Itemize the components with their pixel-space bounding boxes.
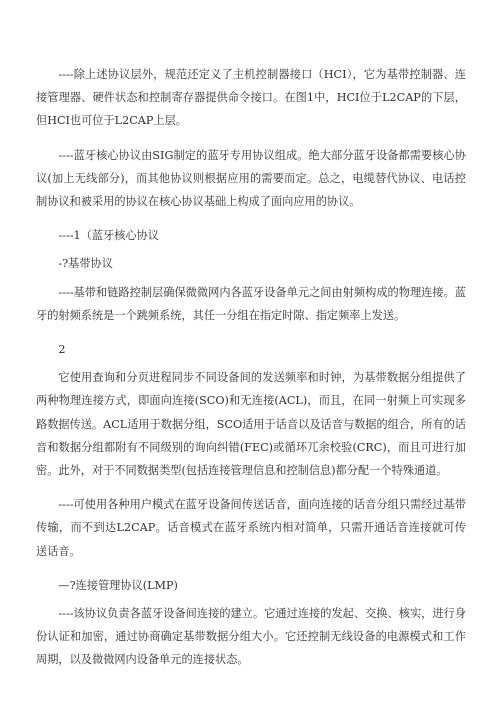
paragraph-lmp: ----该协议负责各蓝牙设备间连接的建立。它通过连接的发起、交换、核实，进行身份认证和加密，通过协商确定基带数据分组大小。它还控制无线设备的电源模式和工作周期，以及微微网内设备单元的连接状态。 <box>36 607 466 667</box>
document-body <box>36 63 466 683</box>
paragraph-core-protocol: ----蓝牙核心协议由SIG制定的蓝牙专用协议组成。绝大部分蓝牙设备都需要核心协议(加上无线部分)，而其他协议则根据应用的需要而定。总之，电缆替代协议、电话控制协议和被采用的协议在核心协议基础上构成了面向应用的协议。 <box>36 148 466 209</box>
page-number: 2 <box>58 343 66 357</box>
paragraph-physical-links: 它使用查询和分页进程同步不同设备间的发送频率和时钟，为基带数据分组提供了两种物理连接方式，即面向连接(SCO)和无连接(ACL)，而且，在同一射频上可实现多路数据传送。ACL适用于数据分组，SCO适用于话音以及话音与数据的组合，所有的话音和数据分组都附有不同级别的询向纠错(FEC)或循环兀余校验(CRC)，而且可进行加密。此外，对于不同数据类型(包括连接管理信息和控制信息)都分配一个特殊通道。 <box>36 371 466 478</box>
heading-core-protocol: ----1（蓝牙核心协议 <box>58 229 159 243</box>
heading-baseband: -?基带协议 <box>58 257 113 271</box>
paragraph-hci: ----除上述协议层外，规范还定义了主机控制器接口（HCI），它为基带控制器、连接管理器、硬件状态和控制寄存器提供命令接口。在图1中，HCI位于L2CAP的下层，但HCI也可位于L2CAP上层。 <box>36 68 466 128</box>
paragraph-voice: ----可使用各种用户模式在蓝牙设备间传送话音，面向连接的话音分组只需经过基带传输，而不到达L2CAP。话音模式在蓝牙系统内相对简单，只需开通话音连接就可传送话音。 <box>36 498 466 558</box>
heading-lmp: —?连接管理协议(LMP) <box>58 578 178 592</box>
paragraph-baseband: ----基带和链路控制层确保微微网内各蓝牙设备单元之间由射频构成的物理连接。蓝牙的射频系统是一个跳频系统，其任一分组在指定时隙、指定频率上发送。 <box>36 285 466 322</box>
